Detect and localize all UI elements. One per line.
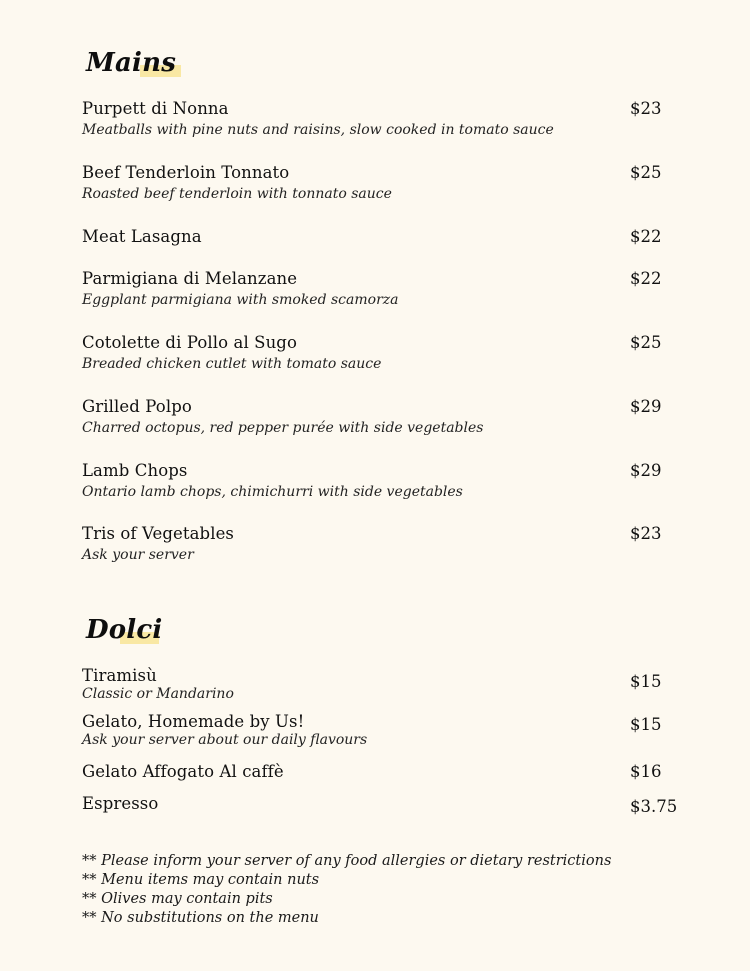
item-name: Grilled Polpo — [82, 397, 192, 416]
item-name: Cotolette di Pollo al Sugo — [82, 333, 298, 352]
item-name: Tiramisù — [82, 666, 157, 685]
item-name: Espresso — [82, 794, 159, 813]
dolci-section-title — [86, 617, 162, 643]
item-name: Purpett di Nonna — [82, 99, 229, 118]
item-price: $22 — [630, 269, 662, 288]
mains-title-text: Mains — [86, 48, 177, 78]
item-description: Roasted beef tenderloin with tonnato sauce — [82, 186, 392, 202]
mains-section-title — [86, 50, 176, 76]
note-olives: ** Olives may contain pits — [82, 891, 273, 907]
item-description: Charred octopus, red pepper purée with side vegetables — [82, 420, 484, 436]
item-price: $22 — [630, 227, 662, 246]
item-description: Ask your server about our daily flavours — [82, 732, 368, 748]
item-description: Breaded chicken cutlet with tomato sauce — [82, 356, 382, 372]
item-price: $15 — [630, 672, 662, 691]
item-price: $23 — [630, 99, 662, 118]
item-description: Ask your server — [82, 547, 194, 563]
item-description: Meatballs with pine nuts and raisins, slow cooked in tomato sauce — [82, 122, 554, 138]
item-name: Gelato, Homemade by Us! — [82, 712, 305, 731]
item-name: Meat Lasagna — [82, 227, 202, 246]
item-price: $29 — [630, 397, 662, 416]
item-price: $3.75 — [630, 797, 678, 816]
item-price: $15 — [630, 715, 662, 734]
item-name: Beef Tenderloin Tonnato — [82, 163, 290, 182]
item-price: $16 — [630, 762, 662, 781]
item-description: Classic or Mandarino — [82, 686, 234, 702]
note-substitutions: ** No substitutions on the menu — [82, 910, 319, 926]
item-name: Parmigiana di Melanzane — [82, 269, 298, 288]
menu-notes — [82, 852, 611, 928]
note-nuts: ** Menu items may contain nuts — [82, 872, 320, 888]
item-name: Gelato Affogato Al caffè — [82, 762, 284, 781]
item-description: Eggplant parmigiana with smoked scamorza — [82, 292, 399, 308]
note-allergies: ** Please inform your server of any food allergies or dietary restrictions — [82, 853, 612, 869]
item-description: Ontario lamb chops, chimichurri with side vegetables — [82, 484, 463, 500]
dolci-title-text: Dolci — [86, 615, 163, 645]
item-name: Lamb Chops — [82, 461, 188, 480]
item-price: $29 — [630, 461, 662, 480]
item-price: $23 — [630, 524, 662, 543]
item-price: $25 — [630, 333, 662, 352]
item-name: Tris of Vegetables — [82, 524, 234, 543]
item-price: $25 — [630, 163, 662, 182]
